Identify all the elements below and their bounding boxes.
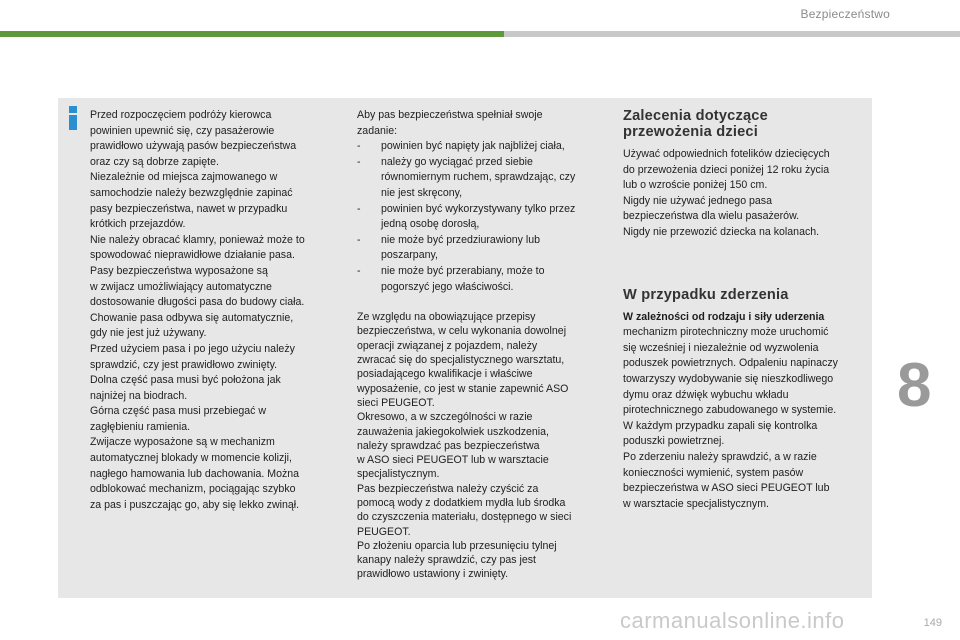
text-line: poduszki powietrznej. [623,435,725,448]
list-dash: - [357,155,361,168]
text-line: kanapy należy sprawdzić, czy pas jest [357,554,536,567]
text-line: się wcześniej i niezależnie od wyzwolenia [623,341,819,354]
text-line: poduszek powietrznych. Odpaleniu napinaczy [623,357,838,370]
column-seat-belt-requirements [357,108,609,582]
text-line: W każdym przypadku zapali się kontrolka [623,419,818,432]
text-line: bezpieczeństwa w ASO sieci PEUGEOT lub [623,482,830,495]
text-line: zwracać się do specjalistycznego warsztatu, [357,354,565,367]
text-line: równomiernym ruchem, sprawdzając, czy [381,171,576,184]
text-line: w warsztacie specjalistycznym. [623,497,769,510]
text-line: bezpieczeństwa dla wielu pasażerów. [623,210,800,223]
text-line: lub o wzroście poniżej 150 cm. [623,179,768,192]
text-line: dostosowanie długości pasa do budowy ciała. [90,296,305,309]
text-line: automatycznej blokady w momencie kolizji, [90,452,292,465]
text-line: pogorszyć jego właściwości. [381,280,514,293]
text-line: towarzyszy wydobywanie się nieszkodliwego [623,372,834,385]
header-divider-bar [504,31,960,37]
text-line: Używać odpowiednich fotelików dziecięcych [623,148,830,160]
text-line: Pasy bezpieczeństwa wyposażone są [90,264,268,277]
text-line: Dolna część pasa musi być położona jak [90,374,281,387]
text-line: PEUGEOT. [357,525,411,538]
requirements-list [357,139,609,295]
text-line: gdy nie jest już używany. [90,327,207,340]
intro-text [357,108,609,139]
text-line: nie może być przedziurawiony lub [381,233,540,246]
text-line: Niezależnie od miejsca zajmowanego w [90,171,278,184]
text-line: za pas i puszczając go, aby się lekko zwinął. [90,498,300,511]
text-line: mechanizm pirotechniczny może uruchomić [623,326,829,339]
text-line: dymu oraz dźwięk wybuchu wkładu [623,388,789,401]
text-line: Nigdy nie przewozić dziecka na kolanach. [623,225,820,238]
text-line: pasy bezpieczeństwa, nawet w przypadku [90,202,288,215]
text-line: w zwijacz umożliwiający automatyczne [90,280,272,293]
header-accent-bar [0,31,504,37]
text-line: do czyszczenia materiału, dostępnego w sieci [357,511,572,524]
list-dash: - [357,140,361,153]
child-transport-text [623,147,873,241]
text-line: w ASO sieci PEUGEOT lub w warsztacie [357,454,549,467]
text-line: zauważenia jakiegokolwiek uszkodzenia, [357,425,549,438]
text-line: Chowanie pasa odbywa się automatycznie, [90,311,294,324]
list-dash: - [357,233,361,246]
text-line: poszarpany, [381,249,438,262]
text-line: najniżej na biodrach. [90,389,188,402]
text-line: nie może być przerabiany, może to [381,264,545,277]
collision-lead: W zależności od rodzaju i siły uderzenia [623,310,825,323]
text-line: nagłego hamowania lub dachowania. Można [90,467,300,480]
chapter-number: 8 [897,351,932,420]
section-title: Bezpieczeństwo [800,7,890,21]
text-line: Po złożeniu oparcia lub przesunięciu tylnej [357,539,557,552]
text-line: powinien być wykorzystywany tylko przez [381,202,576,215]
text-line: Przed użyciem pasa i po jego użyciu należy [90,342,295,355]
text-line: krótkich przejazdów. [90,218,186,231]
text-line: nie jest skręcony, [381,186,463,199]
text-line: pirotechnicznego zabudowanego w systemie. [623,404,837,417]
column-seat-belts-intro [90,108,346,513]
heading-collision: W przypadku zderzenia [623,286,789,303]
text-line: prawidłowo ustawiony i zwinięty. [357,568,509,581]
text-line: do przewożenia dzieci poniżej 12 roku życia [623,163,830,176]
text-line: Przed rozpoczęciem podróży kierowca [90,109,272,121]
list-dash: - [357,264,361,277]
text-line: spowodować nieprawidłowe działanie pasa. [90,249,295,262]
text-line: specjalistycznym. [357,468,440,481]
text-line: Zalecenia dotyczące [623,108,768,124]
text-line: przewożenia dzieci [623,124,758,140]
text-line: prawidłowo używają pasów bezpieczeństwa [90,140,297,153]
list-item [357,139,609,155]
text-line: oraz czy są dobrze zapięte. [90,155,219,168]
text-line: wyposażenie, co jest w stanie zapewnić ASO [357,382,569,395]
service-note [357,310,609,582]
text-line: posiadającego kwalifikacje i właściwe [357,368,533,381]
text-line: Okresowo, a w szczególności w razie [357,411,533,424]
text-line: pomocą wody z dodatkiem mydła lub środka [357,496,566,509]
text-line: Aby pas bezpieczeństwa spełniał swoje [357,109,543,121]
text-line: Nie należy obracać klamry, ponieważ może to [90,233,305,246]
info-icon [64,106,82,130]
column-children-and-collision [623,108,873,512]
text-line: odblokować mechanizm, pociągając szybko [90,483,296,496]
text-line: zagłębieniu ramienia. [90,420,191,433]
text-line: Zwijacze wyposażone są w mechanizm [90,436,275,449]
text-line: powinien być napięty jak najbliżej ciała, [381,140,565,153]
text-line: operacji związanej z pojazdem, należy [357,339,538,352]
collision-text [623,325,873,512]
list-item [357,155,609,202]
text-line: sprawdzić, czy jest prawidłowo zwinięty. [90,358,278,371]
text-line: powinien upewnić się, czy pasażerowie [90,124,275,137]
text-line: jedną osobę dorosłą, [381,218,480,231]
column1-lines [90,108,346,513]
text-line: należy go wyciągać przed siebie [381,155,533,168]
text-line: Górna część pasa musi przebiegać w [90,405,267,418]
text-line: Nigdy nie używać jednego pasa [623,194,772,207]
heading-child-transport [623,108,873,140]
list-item [357,264,609,295]
list-item [357,233,609,264]
text-line: należy sprawdzać pas bezpieczeństwa [357,439,540,452]
page-number: 149 [923,617,942,629]
list-item [357,202,609,233]
text-line: Pas bezpieczeństwa należy czyścić za [357,482,539,495]
text-line: bezpieczeństwa, w celu wykonania dowolnej [357,325,567,338]
text-line: Ze względu na obowiązujące przepisy [357,311,536,324]
text-line: sieci PEUGEOT. [357,396,435,409]
text-line: zadanie: [357,124,398,137]
list-dash: - [357,202,361,215]
text-line: Po zderzeniu należy sprawdzić, a w razie [623,450,817,463]
watermark: carmanualsonline.info [620,608,845,633]
text-line: konieczności wymienić, system pasów [623,466,804,479]
text-line: samochodzie należy bezwzględnie zapinać [90,186,293,199]
